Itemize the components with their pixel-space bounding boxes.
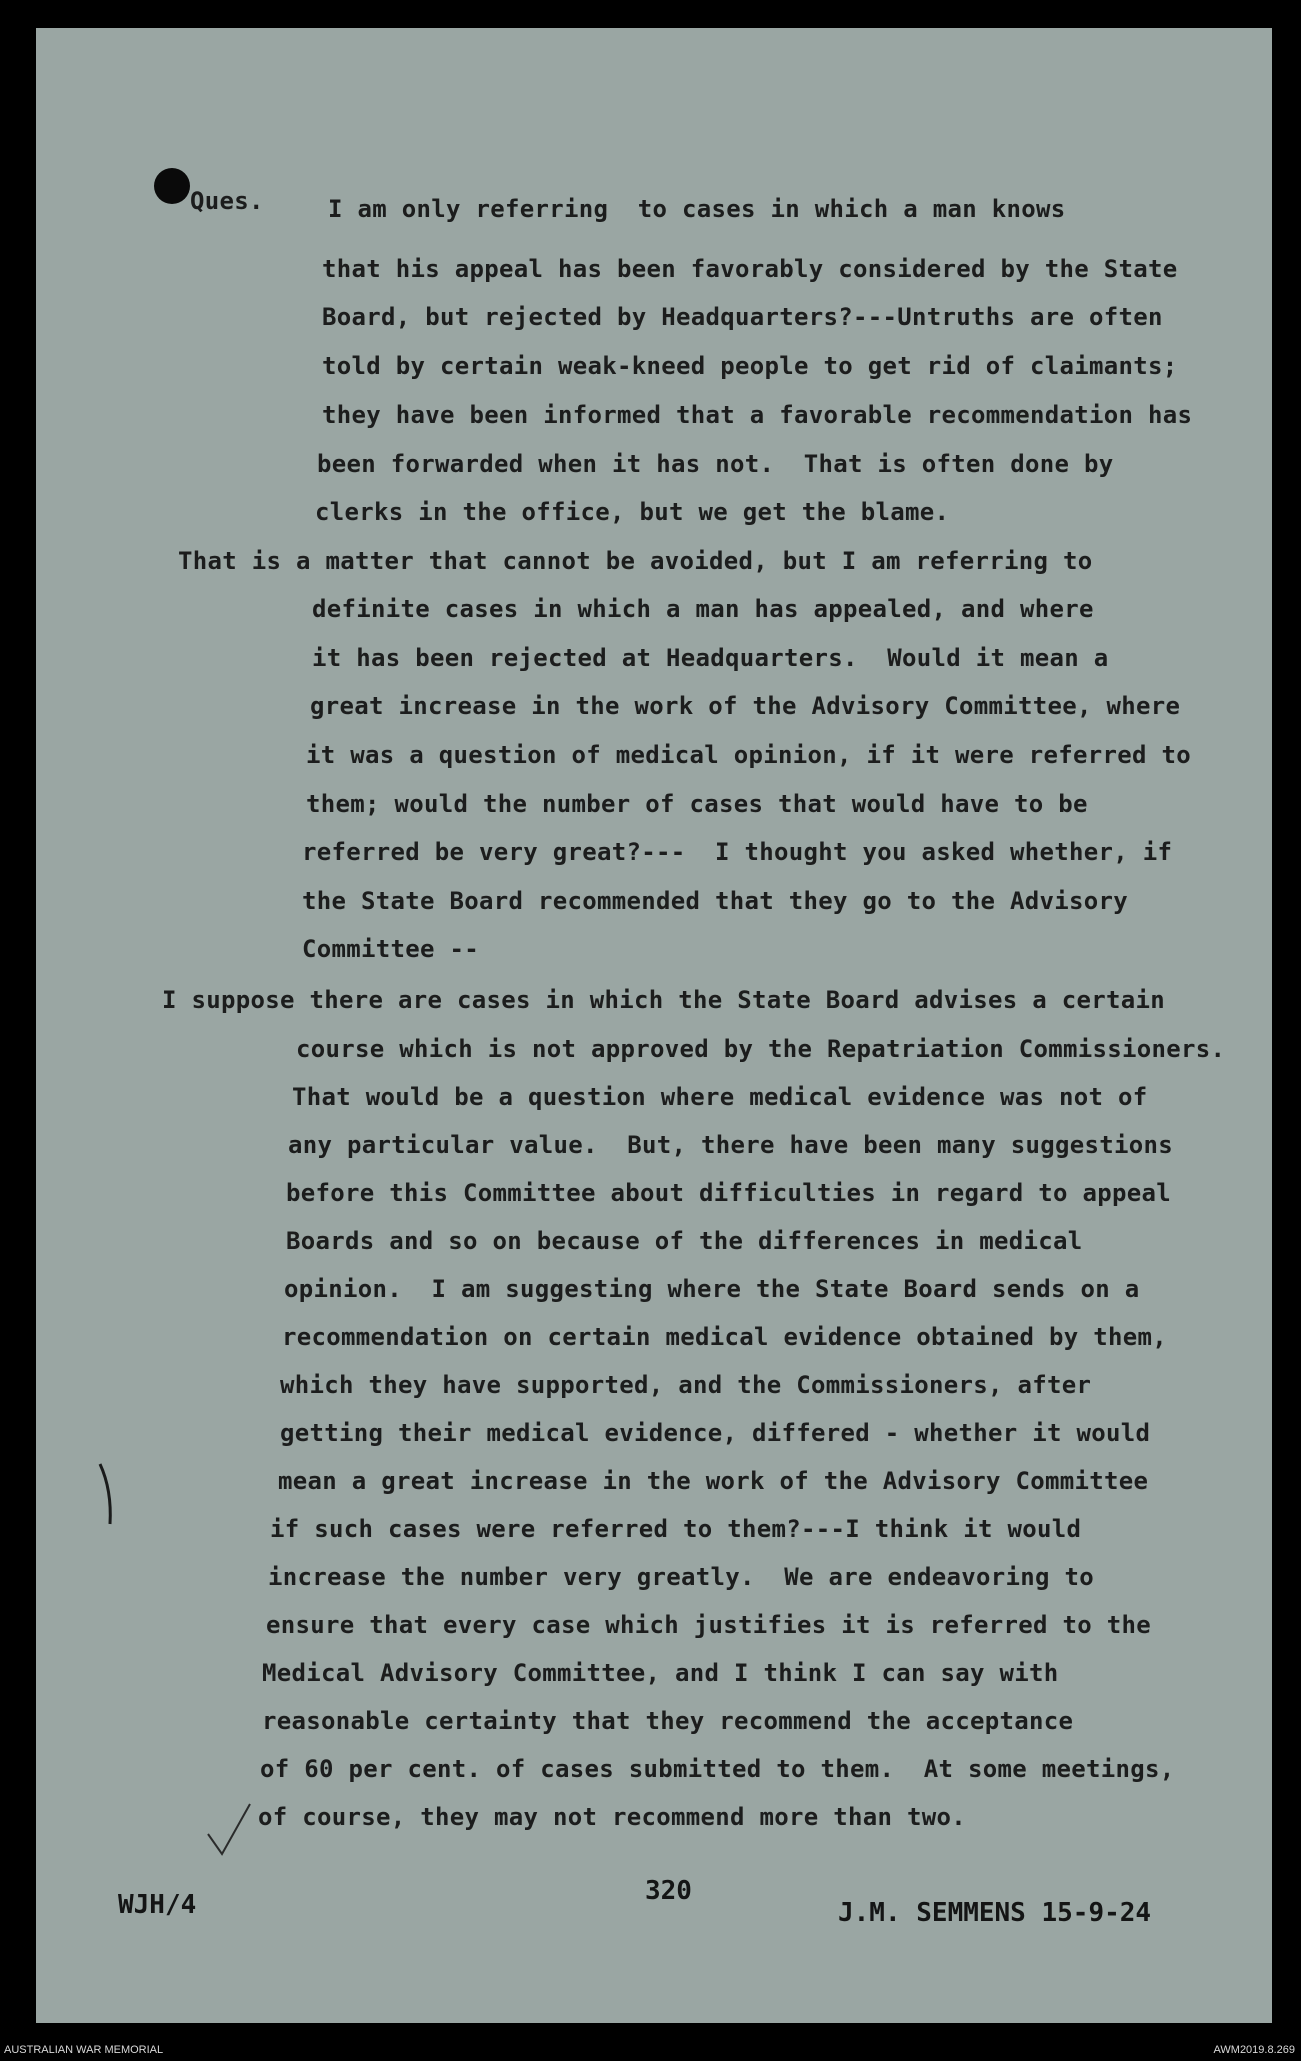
text-line: referred be very great?--- I thought you asked whether, if: [302, 838, 1173, 866]
text-line: if such cases were referred to them?---I think it would: [270, 1515, 1082, 1543]
text-line: ensure that every case which justifies it is referred to the: [266, 1611, 1151, 1639]
archive-caption-right: AWM2019.8.269: [1213, 2044, 1295, 2056]
question-label: Ques.: [190, 187, 264, 215]
text-line: mean a great increase in the work of the Advisory Committee: [278, 1467, 1149, 1495]
text-line: of course, they may not recommend more than two.: [258, 1803, 966, 1831]
text-line: recommendation on certain medical evidence obtained by them,: [282, 1323, 1167, 1351]
reporter-signature-date: J.M. SEMMENS 15-9-24: [838, 1898, 1152, 1928]
text-line: before this Committee about difficulties in regard to appeal: [286, 1179, 1171, 1207]
text-line: any particular value. But, there have been many suggestions: [288, 1131, 1173, 1159]
archive-caption-left: AUSTRALIAN WAR MEMORIAL: [4, 2044, 164, 2056]
text-line: course which is not approved by the Repatriation Commissioners.: [296, 1035, 1226, 1063]
text-line: Boards and so on because of the differences in medical: [286, 1227, 1083, 1255]
text-line: Committee --: [302, 935, 479, 963]
text-line: That would be a question where medical evidence was not of: [292, 1083, 1148, 1111]
text-line: of 60 per cent. of cases submitted to them. At some meetings,: [260, 1755, 1175, 1783]
text-line: opinion. I am suggesting where the State Board sends on a: [284, 1275, 1140, 1303]
margin-stroke-mark: [94, 1460, 124, 1530]
text-line: clerks in the office, but we get the blame.: [315, 498, 950, 526]
text-line: definite cases in which a man has appealed, and where: [312, 595, 1094, 623]
text-line: it has been rejected at Headquarters. Would it mean a: [312, 644, 1109, 672]
text-line: they have been informed that a favorable recommendation has: [322, 401, 1193, 429]
text-line: them; would the number of cases that would have to be: [306, 790, 1088, 818]
file-reference: WJH/4: [118, 1890, 197, 1920]
text-line: great increase in the work of the Advisory Committee, where: [310, 692, 1181, 720]
text-line: increase the number very greatly. We are endeavoring to: [268, 1563, 1094, 1591]
text-line: Board, but rejected by Headquarters?---Untruths are often: [322, 303, 1163, 331]
pencil-tick-icon: [204, 1800, 254, 1860]
text-line: getting their medical evidence, differed - whether it would: [280, 1419, 1151, 1447]
text-line: it was a question of medical opinion, if it were referred to: [306, 741, 1191, 769]
text-line: I suppose there are cases in which the State Board advises a certain: [162, 986, 1165, 1014]
text-line: which they have supported, and the Commissioners, after: [280, 1371, 1092, 1399]
text-line: that his appeal has been favorably considered by the State: [322, 255, 1178, 283]
page-number: 320: [645, 1876, 692, 1906]
text-line: I am only referring to cases in which a man knows: [328, 195, 1066, 223]
text-line: the State Board recommended that they go to the Advisory: [302, 887, 1128, 915]
text-line: told by certain weak-kneed people to get rid of claimants;: [322, 352, 1178, 380]
punch-hole: [154, 168, 190, 204]
text-line: That is a matter that cannot be avoided, but I am referring to: [178, 547, 1093, 575]
text-line: reasonable certainty that they recommend the acceptance: [262, 1707, 1074, 1735]
text-line: been forwarded when it has not. That is often done by: [317, 450, 1114, 478]
archive-caption-bar: [0, 2041, 1301, 2061]
text-line: Medical Advisory Committee, and I think I can say with: [262, 1659, 1059, 1687]
